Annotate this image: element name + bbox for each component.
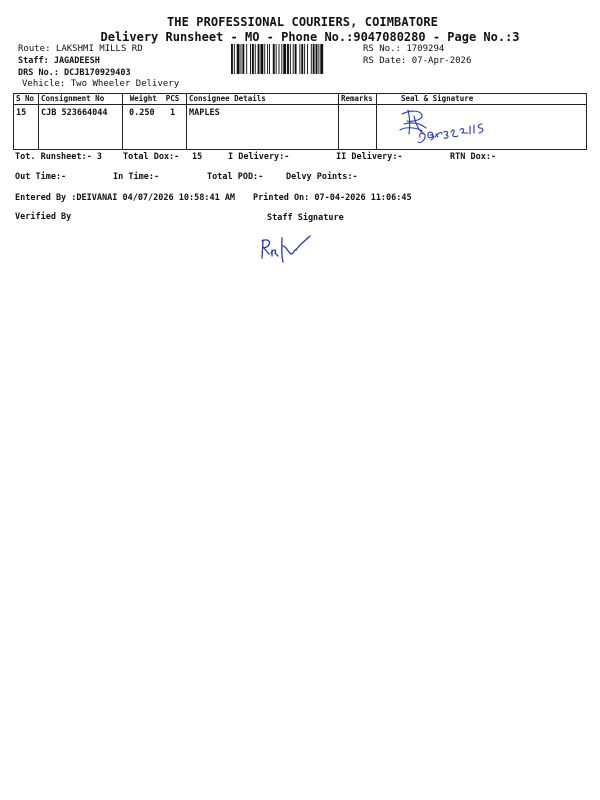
col-header-sno: S No — [14, 94, 39, 105]
i-delivery: I Delivery:- — [228, 152, 290, 162]
rs-date: RS Date: 07-Apr-2026 — [363, 56, 472, 66]
drs-number: DRS No.: DCJB170929403 — [18, 68, 131, 78]
cell-weight-pcs — [123, 105, 187, 150]
total-pod: Total POD:- — [207, 172, 264, 182]
rtn-dox: RTN Dox:- — [450, 152, 497, 162]
route-label: Route: LAKSHMI MILLS RD — [18, 44, 143, 54]
table-header-row — [14, 94, 587, 105]
runsheet-subtitle: Delivery Runsheet - MO - Phone No.:9047080280 - Page No.:3 — [100, 30, 520, 44]
col-header-seal: Seal & Signature — [377, 94, 587, 105]
col-header-pcs: PCS — [165, 94, 180, 103]
total-dox-label: Total Dox:- — [123, 152, 180, 162]
entered-by: Entered By :DEIVANAI 04/07/2026 10:58:41 AM — [15, 193, 236, 203]
table-row — [14, 105, 587, 150]
drs-barcode — [231, 44, 359, 74]
tot-runsheet: Tot. Runsheet:- 3 — [15, 152, 102, 162]
col-header-consignee: Consignee Details — [187, 94, 339, 105]
cell-sno: 15 — [14, 105, 39, 150]
col-header-weight: Weight — [129, 94, 157, 103]
receiver-signature — [398, 104, 500, 146]
rs-number: RS No.: 1709294 — [363, 44, 445, 54]
col-header-weight-pcs — [123, 94, 187, 105]
delivery-table — [13, 93, 587, 150]
cell-remarks — [339, 105, 377, 150]
total-dox-value: 15 — [192, 152, 203, 162]
cell-consignee: MAPLES — [187, 105, 339, 150]
staff-signature — [258, 232, 318, 266]
out-time: Out Time:- — [15, 172, 67, 182]
verified-by: Verified By — [15, 212, 72, 222]
cell-pcs: 1 — [169, 108, 176, 118]
staff-signature-label: Staff Signature — [267, 213, 344, 223]
vehicle-label: Vehicle: Two Wheeler Delivery — [22, 79, 180, 89]
ii-delivery: II Delivery:- — [336, 152, 403, 162]
col-header-consignment: Consignment No — [39, 94, 123, 105]
delvy-points: Delvy Points:- — [286, 172, 358, 182]
cell-consignment: CJB 523664044 — [39, 105, 123, 150]
staff-label: Staff: JAGADEESH — [18, 56, 100, 66]
company-title: THE PROFESSIONAL COURIERS, COIMBATORE — [166, 15, 438, 29]
in-time: In Time:- — [113, 172, 160, 182]
printed-on: Printed On: 07-04-2026 11:06:45 — [253, 193, 412, 203]
cell-weight: 0.250 — [129, 108, 155, 118]
col-header-remarks: Remarks — [339, 94, 377, 105]
